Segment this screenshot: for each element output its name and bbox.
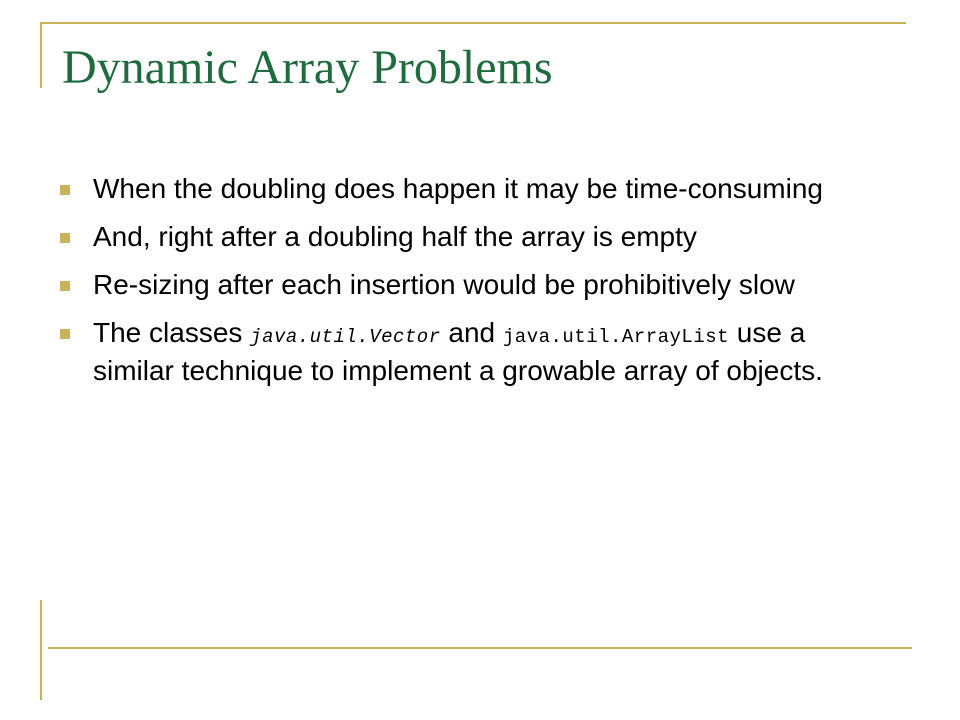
slide-title: Dynamic Array Problems [62,41,553,94]
bullet-text-middle: and [440,317,503,348]
bullet-item [60,172,860,206]
square-bullet-icon [60,329,70,339]
bullet-text: And, right after a doubling half the array is empty [93,221,697,252]
square-bullet-icon [60,233,70,243]
bullet-item [60,268,860,302]
square-bullet-icon [60,281,70,291]
bullet-list [60,172,860,402]
bullet-item [60,220,860,254]
code-arraylist-class: java.util.ArrayList [502,326,730,348]
bullet-text: Re-sizing after each insertion would be prohibitively slow [93,269,795,300]
bullet-text: When the doubling does happen it may be time-consuming [93,173,823,204]
frame-bottom-rule [48,647,912,649]
bullet-item [60,316,860,388]
frame-top-rule [40,22,906,24]
frame-left-bottom-rule [40,600,42,700]
frame-left-top-rule [40,22,42,88]
bullet-text-suffix: use a similar technique to implement a growable array of objects. [93,317,823,386]
code-vector-class: java.util.Vector [250,326,441,348]
square-bullet-icon [60,185,70,195]
bullet-text-prefix: The classes [93,317,251,348]
